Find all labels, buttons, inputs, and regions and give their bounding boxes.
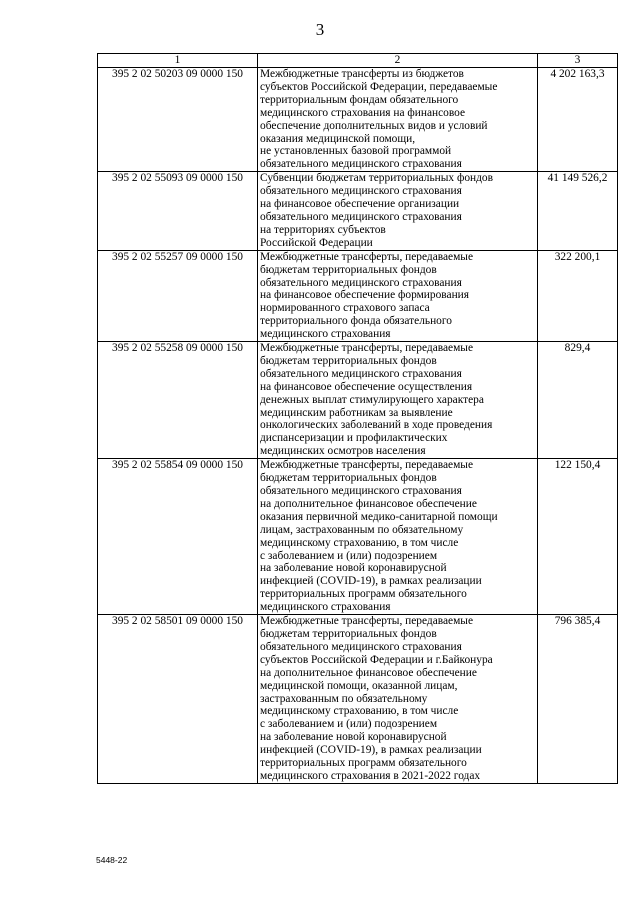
row-amount: 122 150,4 (538, 459, 618, 615)
row-description: Межбюджетные трансферты, передаваемые бюджетам территориальных фондов обязательного медицинского страхования на дополнительное финансовое обеспечение оказания первичной медико-санитарной помощи лицам, застрахованным по обязательному медицинскому страхованию, в том числе с заболеванием и (или) подозрением на заболевание новой коронавирусной инфекцией (COVID-19), в рамках реализации территориальных программ обязательного медицинского страхования (258, 459, 538, 615)
row-amount: 829,4 (538, 342, 618, 459)
row-description: Межбюджетные трансферты, передаваемые бюджетам территориальных фондов обязательного медицинского страхования на финансовое обеспечение формирования нормированного страхового запаса территориального фонда обязательного медицинского страхования (258, 250, 538, 341)
table-row (98, 172, 618, 250)
row-code: 395 2 02 58501 09 0000 150 (98, 615, 258, 784)
budget-table (97, 53, 618, 784)
table-row (98, 615, 618, 784)
column-header-amount: 3 (538, 54, 618, 68)
row-description: Субвенции бюджетам территориальных фондов обязательного медицинского страхования на финансовое обеспечение организации обязательного медицинского страхования на территориях субъектов Российской Федерации (258, 172, 538, 250)
column-header-description: 2 (258, 54, 538, 68)
row-description: Межбюджетные трансферты из бюджетов субъектов Российской Федерации, передаваемые территориальным фондам обязательного медицинского страхования на финансовое обеспечение дополнительных видов и условий оказания медицинской помощи, не установленных базовой программой обязательного медицинского страхования (258, 68, 538, 172)
table-header-row (98, 54, 618, 68)
row-code: 395 2 02 55258 09 0000 150 (98, 342, 258, 459)
document-code: 5448-22 (96, 855, 128, 865)
row-code: 395 2 02 55854 09 0000 150 (98, 459, 258, 615)
table-row (98, 459, 618, 615)
row-amount: 796 385,4 (538, 615, 618, 784)
row-amount: 322 200,1 (538, 250, 618, 341)
table-row (98, 342, 618, 459)
row-amount: 4 202 163,3 (538, 68, 618, 172)
row-description: Межбюджетные трансферты, передаваемые бюджетам территориальных фондов обязательного медицинского страхования на финансовое обеспечение осуществления денежных выплат стимулирующего характера медицинским работникам за выявление онкологических заболеваний в ходе проведения диспансеризации и профилактических медицинских осмотров населения (258, 342, 538, 459)
row-amount: 41 149 526,2 (538, 172, 618, 250)
table-row (98, 68, 618, 172)
row-code: 395 2 02 50203 09 0000 150 (98, 68, 258, 172)
row-code: 395 2 02 55257 09 0000 150 (98, 250, 258, 341)
page-number: 3 (315, 20, 325, 39)
column-header-code: 1 (98, 54, 258, 68)
table-row (98, 250, 618, 341)
row-code: 395 2 02 55093 09 0000 150 (98, 172, 258, 250)
row-description: Межбюджетные трансферты, передаваемые бюджетам территориальных фондов обязательного медицинского страхования субъектов Российской Федерации и г.Байконура на дополнительное финансовое обеспечение медицинской помощи, оказанной лицам, застрахованным по обязательному медицинскому страхованию, в том числе с заболеванием и (или) подозрением на заболевание новой коронавирусной инфекцией (COVID-19), в рамках реализации территориальных программ обязательного медицинского страхования в 2021-2022 годах (258, 615, 538, 784)
